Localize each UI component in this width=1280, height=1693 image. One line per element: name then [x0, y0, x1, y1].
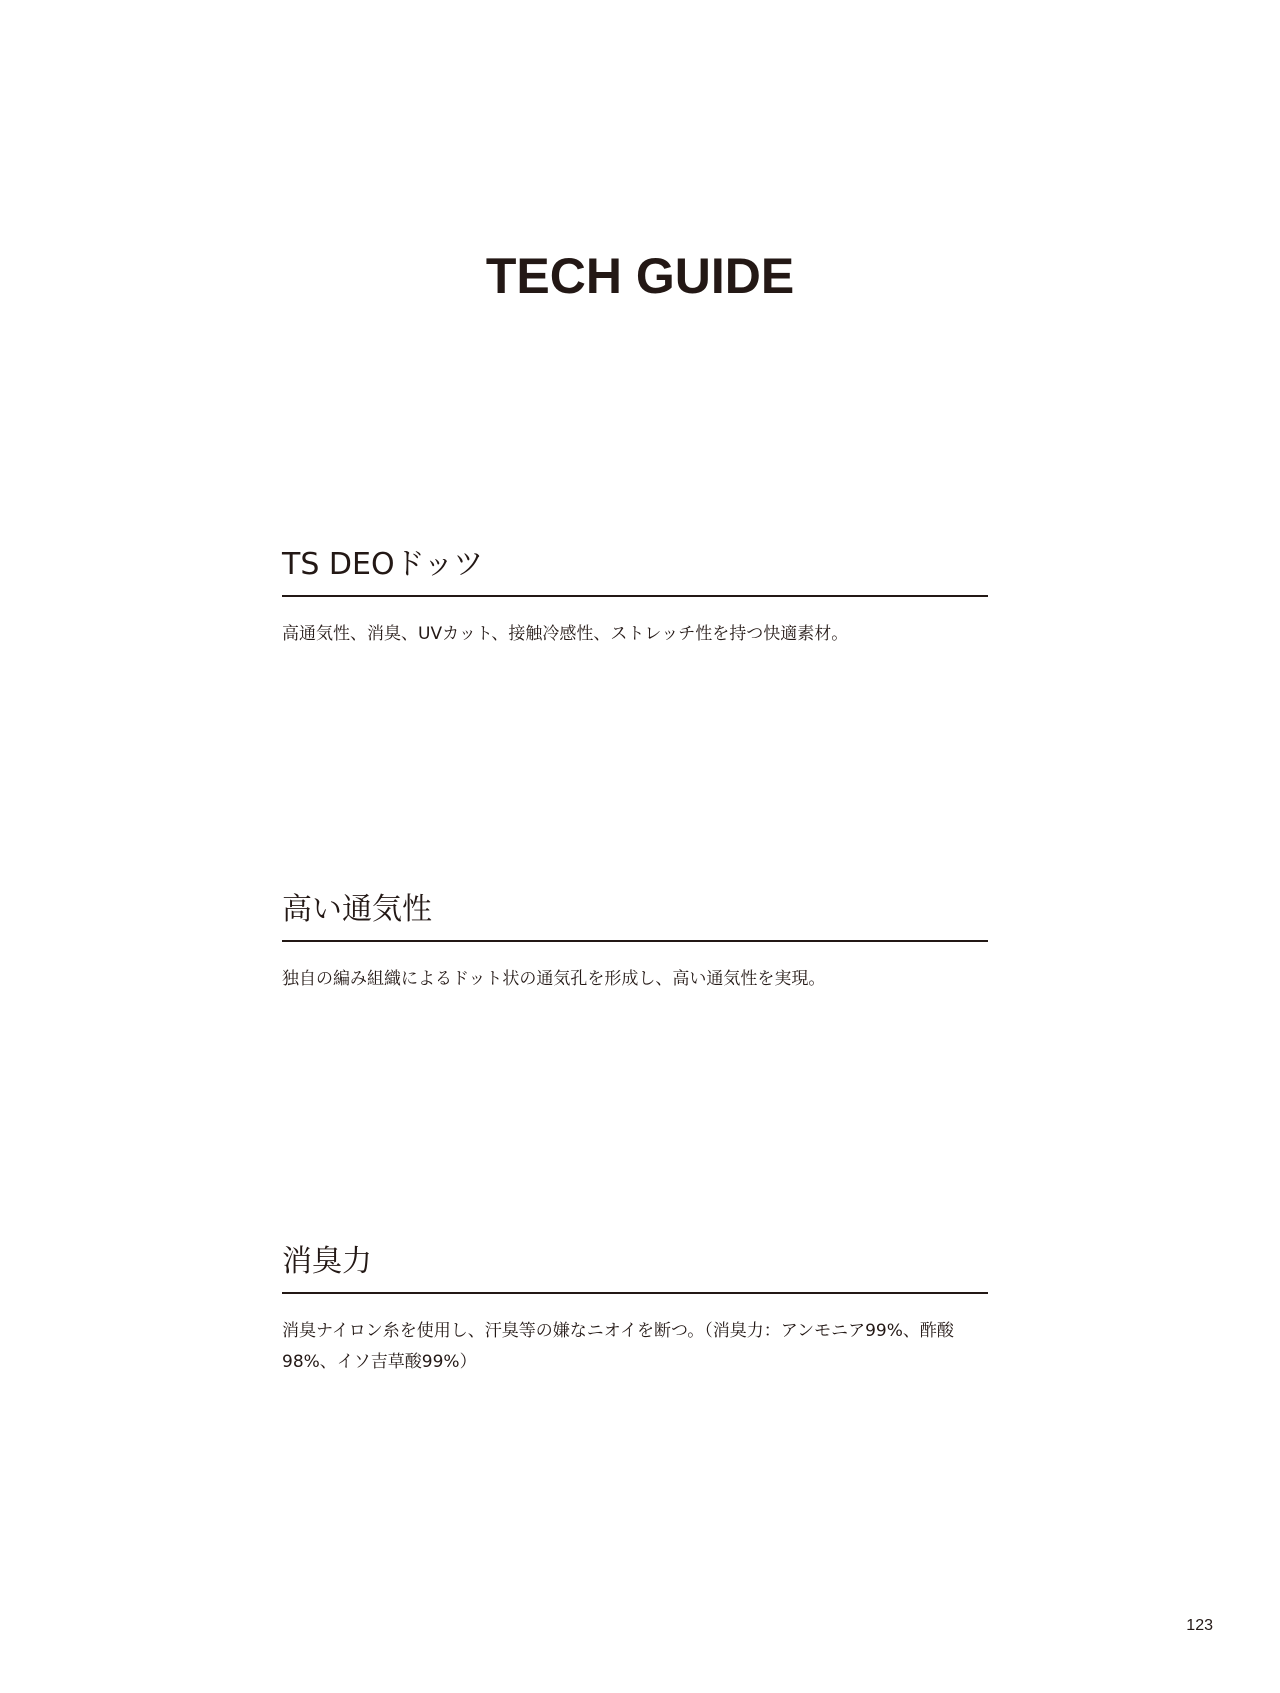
section-heading: TS DEOドッツ — [282, 545, 988, 597]
page-title: TECH GUIDE — [485, 248, 795, 304]
section-body: 消臭ナイロン糸を使用し、汗臭等の嫌なニオイを断つ。（消臭力：アンモニア99%、酢酸98%、イソ吉草酸99%） — [282, 1321, 954, 1372]
section-body: 高通気性、消臭、UVカット、接触冷感性、ストレッチ性を持つ快適素材。 — [282, 624, 849, 644]
section-heading: 消臭力 — [282, 1242, 988, 1294]
page-number: 123 — [1186, 1617, 1213, 1634]
section-deodorizing — [282, 1242, 988, 1378]
section-heading: 高い通気性 — [282, 890, 988, 942]
section-body: 独自の編み組織によるドット状の通気孔を形成し、高い通気性を実現。 — [282, 969, 826, 989]
section-ts-deo-dots — [282, 545, 988, 650]
section-breathability — [282, 890, 988, 995]
